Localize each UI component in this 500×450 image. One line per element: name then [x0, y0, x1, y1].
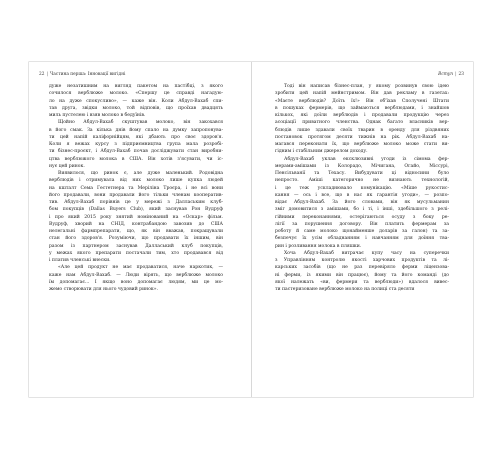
- left-text-line: тив. Абдул-Вахаб порівнів це у мережі з Даллаським клуб-: [49, 200, 223, 205]
- right-text-line: відає Абдул-Вахаб. За його словами, він як мусульманин: [275, 200, 449, 205]
- right-text-line: гійними переконаннями, остерігаються осуду з боку ре-: [275, 214, 449, 220]
- left-text-line: разом із партнером заснував Далласький клуб покупців,: [49, 243, 223, 249]
- left-text-line: нує цей ринок.: [49, 163, 85, 169]
- left-text-line: Виявилося, що ринок є, але дуже маленький. Родовідна: [58, 171, 223, 176]
- running-head-separator: |: [455, 72, 457, 77]
- book-spread: [29, 62, 473, 397]
- right-text-line: кання — ось і все, що в нас як гарантія угоди», — розпо-: [275, 192, 449, 198]
- right-text-line: магався переконати їх, що верблюже молоко може стати ви-: [275, 142, 449, 147]
- left-text-line: верблюдів і отримувала від них молоко лише купка людей: [49, 178, 223, 184]
- left-text-line: і про який 2015 року знятий номінований на «Оскар» фільм.: [49, 214, 223, 220]
- left-text-line: нелегальні фармпрепарати, що, як він вважав, покращували: [49, 229, 223, 234]
- right-text-line: гідним і стабільним джерелом доходу.: [275, 149, 368, 155]
- left-text-line: у межах якого препарати постачали тим, хто продавався від: [49, 250, 223, 256]
- right-text-line: Тоді він написав бізнес-план, у якому розвинув свою ідею: [284, 84, 449, 89]
- right-text-line: Пенсільванії та Техасу. Вибудувати ці відносини було: [275, 171, 449, 176]
- left-text-line: ло на дуже спокусливо», — каже він. Коли Абдул-Вахаб спи-: [49, 98, 223, 104]
- right-text-line: рин і розливання молока в пляшки.: [275, 243, 362, 249]
- left-text-line: Коли я вежах курсу з підприємництва група мала розробі-: [49, 142, 223, 147]
- left-text-line: їм допомагає... І якщо воно допомагає людям, ми це мо-: [49, 279, 223, 285]
- right-section-title: Вступ: [438, 72, 454, 77]
- left-text-line: цтва верблюжого молока в США. Він хотів з'ясувати, чи іс-: [49, 156, 223, 162]
- right-text-line: карських засобів (що не раз перевіряло ферми ліцензова-: [275, 265, 449, 271]
- left-page: [29, 62, 251, 397]
- left-text-line: Щойно Абдул-Вахаб скуштував молоко, він закохався: [58, 120, 223, 126]
- right-text-line: і це теж ускладнювало комунікацію. «Міше рукостис-: [275, 185, 449, 191]
- left-text-line: ти бізнес-проєкт, і Абдул-Вахаб почав досліджувати стан виробни-: [49, 149, 223, 155]
- left-text-line: «Але цей продукт не має продаватися, наче наркотик, —: [58, 265, 223, 271]
- left-text-line: і платив членські внески.: [49, 258, 111, 263]
- right-text-line: непросто. Аміші категорично не визнають технологій,: [275, 178, 449, 184]
- right-page: [252, 62, 474, 397]
- right-text-line: зміг домовитися з амішами, бо і ті, і інші, здебільшого з релі-: [275, 207, 449, 213]
- left-running-head: [39, 72, 125, 77]
- left-text-line: бом покупців (Dallas Buyers Club), який заснував Рон Вудруф: [49, 207, 223, 213]
- left-text-line: стан його здоров'я. Розуміючи, що продавати їх іншим, він: [49, 236, 223, 242]
- right-page-number: 23: [458, 72, 464, 77]
- left-text-line: каже нам Абдул-Вахаб. — Люди вірять, що верблюже молоко: [49, 272, 223, 278]
- right-text-line: асоціації приватного членства. Однак багато власників вер-: [275, 120, 449, 126]
- left-page-number: 22: [39, 72, 45, 77]
- left-text-line: в його смак. За кілька днів йому спало на думку запропонува-: [49, 127, 223, 133]
- right-text-line: ні ферми, із якими він працює), йому та його команді (до: [275, 272, 449, 278]
- left-text-line: жемо створювати для нього чудовий ринок».: [49, 287, 158, 292]
- left-text-line: його продавали, вони продавали його тільки членам кооператив-: [49, 192, 223, 198]
- right-text-line: лігії за порушення договору. Він платить фермерам за: [275, 221, 449, 227]
- left-text-line: ти цей напій каліфорнійцям, які дбають про своє здоров'я.: [49, 134, 223, 140]
- right-text-line: Хоча Абдул-Вахаб витрачає купу часу на суперечки: [284, 250, 449, 256]
- right-text-line: ти пастеризоване верблюже молоко на полиці ста десяти: [275, 287, 415, 292]
- right-text-line: Абдул-Вахаб уклав ексклюзивні угоди із сімома фер-: [284, 156, 449, 162]
- right-text-line: якої належать «ви, фермери та верблюди») вдалося вивес-: [275, 279, 449, 285]
- right-text-line: безпечує їх усім обладнанням і навчанням для доїння тва-: [275, 236, 449, 242]
- right-text-line: мерами-амішами із Колорадо, Мічигана, Огайо, Міссурі,: [275, 163, 449, 169]
- right-text-line: зробити цей напій мейнстримом. Він дав рекламу в газетах:: [275, 91, 449, 97]
- right-text-line: в пошуках фермерів, що займаються верблюдами, і знайшов: [275, 105, 449, 111]
- left-page-body: [49, 83, 223, 293]
- right-text-line: з Управлінням контролю якості харчових продуктів та лі-: [275, 258, 449, 263]
- left-text-line: сочилося верблюже молоко. «Спершу це справді нагадую-: [49, 91, 223, 97]
- running-head-separator: |: [46, 72, 48, 77]
- right-page-body: [275, 83, 449, 293]
- left-text-line: тав друга, звідки молоко, той відповів, що проїхав двадцять: [49, 105, 223, 111]
- left-text-line: на кшталт Сема Гестетнера та Меріліна Троєра, і не всі вони: [49, 185, 223, 191]
- left-text-line: миль пустелею і взяв молоко в бедуїнів.: [49, 113, 146, 118]
- right-text-line: блюдів лише здавали своїх тварин в оренду для різдвяних: [275, 127, 449, 133]
- right-text-line: постановок протягом десяти тижнів на рік. Абдул-Вахаб на-: [275, 134, 449, 140]
- right-text-line: роботу й саме молоко щонайменше доларів за галон) та за-: [275, 229, 449, 234]
- right-text-line: кількох, які доїли верблюдів і продавали продукцію через: [275, 113, 449, 118]
- right-text-line: «Маєте верблюдів? Доїть їх!» Він об'їхав Сполучені Штати: [275, 98, 449, 104]
- right-running-head: [438, 72, 464, 77]
- left-text-line: дуже незатишним на вигляд пакетом на пастібці, з якого: [49, 84, 223, 89]
- left-section-title: Частина перша: Інновації вигідні: [49, 72, 126, 77]
- left-text-line: Вудруф, хворий на СНІД, контрабандою завозив до США: [49, 221, 223, 227]
